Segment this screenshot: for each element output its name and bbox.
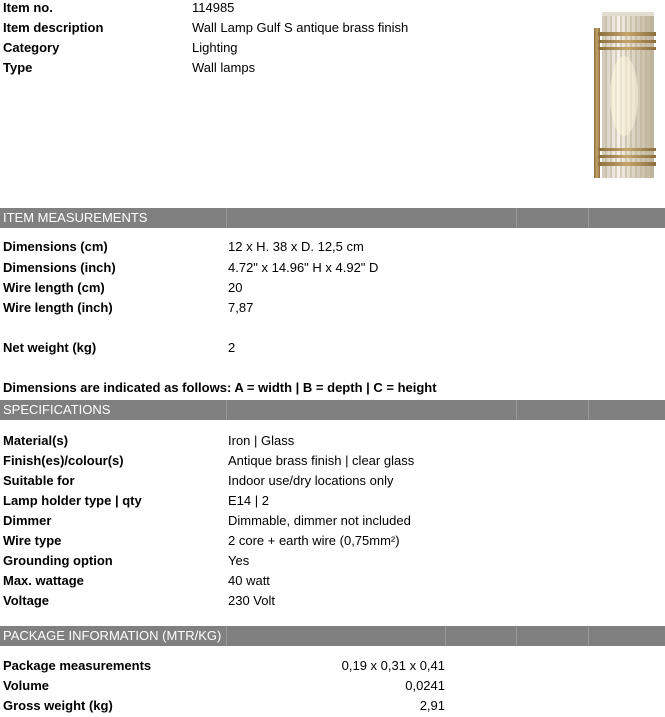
max-wattage-label: Max. wattage: [3, 573, 84, 588]
item-description-label: Item description: [3, 20, 104, 35]
wall-lamp-product-image: [588, 6, 660, 186]
voltage-label: Voltage: [3, 593, 49, 608]
cell-divider: [516, 208, 517, 228]
section-header-package: [0, 626, 665, 646]
cell-divider: [516, 400, 517, 420]
materials-value: Iron | Glass: [228, 433, 295, 448]
materials-label: Material(s): [3, 433, 69, 448]
cell-divider: [226, 208, 227, 228]
dimensions-inch-value: 4.72" x 14.96" H x 4.92" D: [228, 260, 379, 275]
cell-divider: [588, 208, 589, 228]
dimensions-inch-label: Dimensions (inch): [3, 260, 116, 275]
finish-label: Finish(es)/colour(s): [3, 453, 124, 468]
type-label: Type: [3, 60, 33, 75]
suitable-for-value: Indoor use/dry locations only: [228, 473, 394, 488]
finish-value: Antique brass finish | clear glass: [228, 453, 415, 468]
section-title: PACKAGE INFORMATION (MTR/KG): [3, 628, 222, 643]
item-no-label: Item no.: [3, 0, 53, 15]
category-label: Category: [3, 40, 60, 55]
wire-type-label: Wire type: [3, 533, 62, 548]
cell-divider: [445, 626, 446, 646]
lamp-holder-value: E14 | 2: [228, 493, 269, 508]
wire-length-cm-label: Wire length (cm): [3, 280, 105, 295]
wire-length-inch-value: 7,87: [228, 300, 254, 315]
dimmer-value: Dimmable, dimmer not included: [228, 513, 411, 528]
wire-length-inch-label: Wire length (inch): [3, 300, 113, 315]
section-title: SPECIFICATIONS: [3, 402, 111, 417]
cell-divider: [516, 626, 517, 646]
net-weight-label: Net weight (kg): [3, 340, 97, 355]
section-header-measurements: [0, 208, 665, 228]
category-value: Lighting: [192, 40, 238, 55]
lamp-holder-label: Lamp holder type | qty: [3, 493, 142, 508]
grounding-value: Yes: [228, 553, 250, 568]
wire-length-cm-value: 20: [228, 280, 243, 295]
gross-weight-value: 2,91: [419, 698, 445, 713]
net-weight-value: 2: [228, 340, 236, 355]
volume-label: Volume: [3, 678, 49, 693]
dimensions-cm-value: 12 x H. 38 x D. 12,5 cm: [228, 239, 364, 254]
grounding-label: Grounding option: [3, 553, 113, 568]
package-measurements-value: 0,19 x 0,31 x 0,41: [341, 658, 445, 673]
dimensions-cm-label: Dimensions (cm): [3, 239, 108, 254]
item-description-value: Wall Lamp Gulf S antique brass finish: [192, 20, 409, 35]
item-no-value: 114985: [192, 0, 235, 15]
section-title: ITEM MEASUREMENTS: [3, 210, 148, 225]
volume-value: 0,0241: [405, 678, 445, 693]
type-value: Wall lamps: [192, 60, 256, 75]
section-header-specifications: [0, 400, 665, 420]
cell-divider: [588, 626, 589, 646]
dimensions-note: Dimensions are indicated as follows: A = width | B = depth | C = height: [3, 380, 437, 395]
gross-weight-label: Gross weight (kg): [3, 698, 113, 713]
cell-divider: [226, 400, 227, 420]
cell-divider: [588, 400, 589, 420]
suitable-for-label: Suitable for: [3, 473, 75, 488]
cell-divider: [226, 626, 227, 646]
voltage-value: 230 Volt: [228, 593, 275, 608]
max-wattage-value: 40 watt: [228, 573, 270, 588]
package-measurements-label: Package measurements: [3, 658, 152, 673]
wire-type-value: 2 core + earth wire (0,75mm²): [228, 533, 400, 548]
dimmer-label: Dimmer: [3, 513, 52, 528]
